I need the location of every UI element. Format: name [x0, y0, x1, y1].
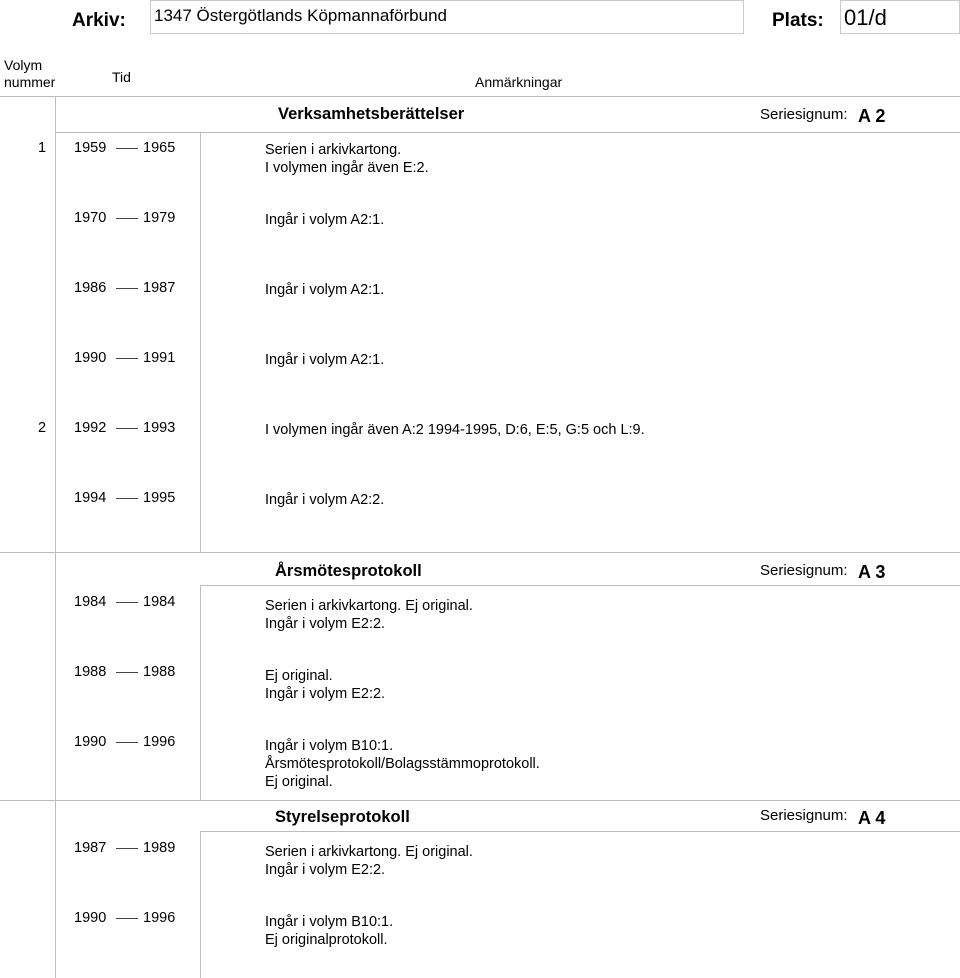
- divider: [0, 552, 960, 553]
- range-dash: [116, 428, 138, 429]
- range-dash: [116, 602, 138, 603]
- remark: Ej original. Ingår i volym E2:2.: [265, 668, 386, 702]
- range-dash: [116, 358, 138, 359]
- year-from: 1992: [74, 420, 107, 436]
- signum-label: Seriesignum:: [760, 562, 848, 579]
- year-from: 1990: [74, 910, 107, 926]
- divider: [200, 585, 201, 800]
- year-to: 1989: [143, 840, 176, 856]
- year-from: 1990: [74, 350, 107, 366]
- range-dash: [116, 918, 138, 919]
- year-from: 1959: [74, 140, 107, 156]
- year-from: 1994: [74, 490, 107, 506]
- year-to: 1996: [143, 734, 176, 750]
- remark: Ingår i volym A2:1.: [265, 212, 385, 228]
- col-tid: Tid: [112, 69, 131, 85]
- divider: [0, 96, 960, 97]
- year-to: 1979: [143, 210, 176, 226]
- col-nummer: nummer: [4, 74, 56, 90]
- arkiv-field: [150, 0, 744, 34]
- year-to: 1965: [143, 140, 176, 156]
- year-from: 1970: [74, 210, 107, 226]
- remark: I volymen ingår även A:2 1994-1995, D:6, E:5, G:5 och L:9.: [265, 422, 645, 438]
- divider: [55, 96, 56, 978]
- divider: [55, 132, 960, 133]
- col-anmarkningar: Anmärkningar: [475, 74, 563, 90]
- range-dash: [116, 148, 138, 149]
- year-to: 1996: [143, 910, 176, 926]
- remark: Ingår i volym B10:1. Årsmötesprotokoll/Bolagsstämmoprotokoll. Ej original.: [265, 738, 540, 790]
- year-from: 1987: [74, 840, 107, 856]
- signum-label: Seriesignum:: [760, 807, 848, 824]
- arkiv-label: Arkiv:: [72, 10, 126, 31]
- volume-number: 1: [38, 140, 47, 156]
- divider: [200, 831, 960, 832]
- divider: [0, 800, 960, 801]
- year-to: 1988: [143, 664, 176, 680]
- remark: Serien i arkivkartong. Ej original. Ingår i volym E2:2.: [265, 844, 473, 878]
- remark: Ingår i volym A2:1.: [265, 352, 385, 368]
- range-dash: [116, 218, 138, 219]
- year-from: 1990: [74, 734, 107, 750]
- signum-value: A 3: [858, 562, 886, 582]
- remark: Serien i arkivkartong. Ej original. Ingår i volym E2:2.: [265, 598, 473, 632]
- year-to: 1993: [143, 420, 176, 436]
- year-from: 1986: [74, 280, 107, 296]
- divider: [200, 585, 960, 586]
- range-dash: [116, 672, 138, 673]
- range-dash: [116, 742, 138, 743]
- range-dash: [116, 498, 138, 499]
- year-from: 1984: [74, 594, 107, 610]
- volume-number: 2: [38, 420, 47, 436]
- remark: Ingår i volym A2:1.: [265, 282, 385, 298]
- signum-label: Seriesignum:: [760, 106, 848, 123]
- section-title: Årsmötesprotokoll: [275, 562, 422, 580]
- section-title: Styrelseprotokoll: [275, 808, 410, 826]
- plats-field: [840, 0, 960, 34]
- col-volym: Volym: [4, 57, 43, 73]
- year-to: 1991: [143, 350, 176, 366]
- remark: Ingår i volym A2:2.: [265, 492, 385, 508]
- signum-value: A 4: [858, 808, 886, 828]
- plats-label: Plats:: [772, 10, 824, 31]
- divider: [200, 132, 201, 552]
- year-from: 1988: [74, 664, 107, 680]
- year-to: 1995: [143, 490, 176, 506]
- section-title: Verksamhetsberättelser: [278, 105, 465, 123]
- year-to: 1987: [143, 280, 176, 296]
- year-to: 1984: [143, 594, 176, 610]
- plats-value: 01/d: [844, 5, 887, 30]
- remark: Serien i arkivkartong. I volymen ingår även E:2.: [265, 142, 429, 176]
- divider: [200, 831, 201, 978]
- remark: Ingår i volym B10:1. Ej originalprotokoll.: [265, 914, 394, 948]
- signum-value: A 2: [858, 106, 886, 126]
- arkiv-value: 1347 Östergötlands Köpmannaförbund: [154, 6, 447, 25]
- range-dash: [116, 848, 138, 849]
- range-dash: [116, 288, 138, 289]
